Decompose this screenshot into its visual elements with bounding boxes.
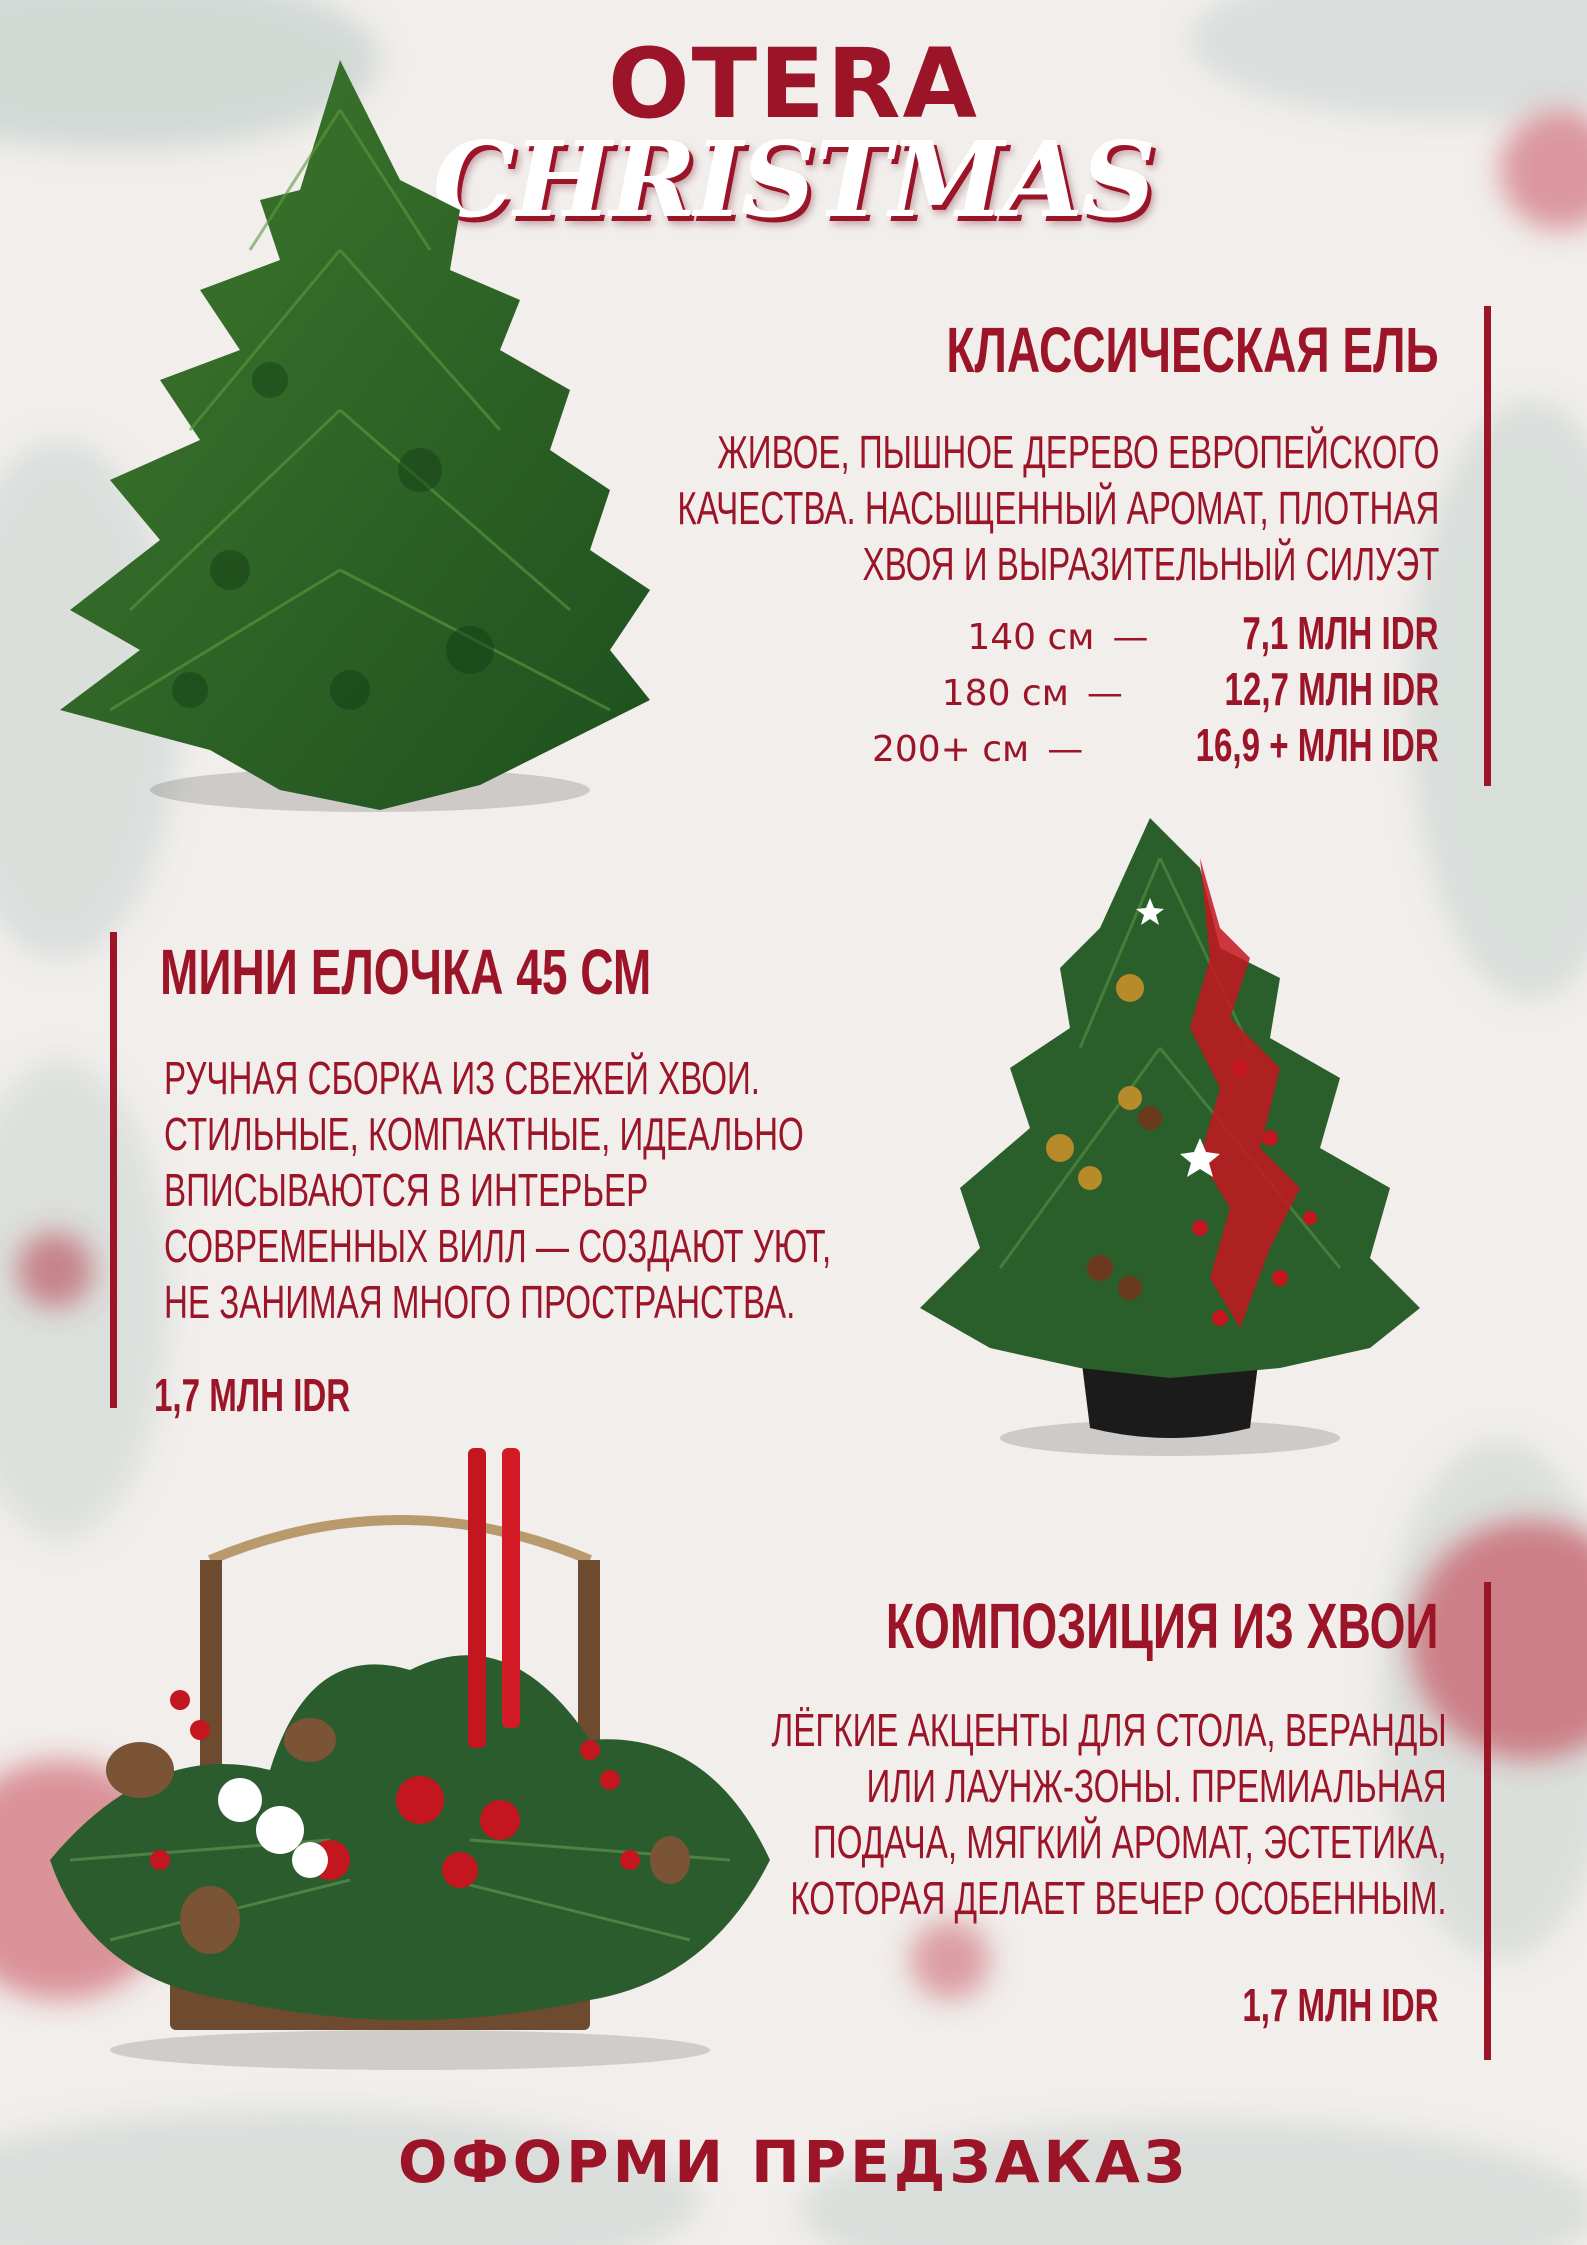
description-line: КАЧЕСТВА. НАСЫЩЕННЫЙ АРОМАТ, ПЛОТНАЯ bbox=[676, 482, 1439, 534]
product-description bbox=[164, 1050, 831, 1330]
product-description bbox=[677, 424, 1439, 592]
description-line: ЖИВОЕ, ПЫШНОЕ ДЕРЕВО ЕВРОПЕЙСКОГО bbox=[716, 426, 1439, 478]
brand-name: OTERA bbox=[608, 28, 979, 140]
product-title: КЛАССИЧЕСКАЯ ЕЛЬ bbox=[946, 314, 1439, 386]
description-line: ВПИСЫВАЮТСЯ В ИНТЕРЬЕР bbox=[164, 1164, 649, 1216]
description-line: СОВРЕМЕННЫХ ВИЛЛ — СОЗДАЮТ УЮТ, bbox=[164, 1220, 832, 1272]
size-label: 200+ см bbox=[871, 729, 1030, 770]
dash: — bbox=[1086, 673, 1123, 714]
dash: — bbox=[1047, 729, 1084, 770]
price-value: 12,7 МЛН IDR bbox=[1224, 663, 1439, 715]
product-description bbox=[772, 1702, 1447, 1926]
preorder-button[interactable]: ОФОРМИ ПРЕДЗАКАЗ bbox=[397, 2128, 1189, 2196]
price-value: 1,7 МЛН IDR bbox=[154, 1369, 351, 1421]
description-line: КОТОРАЯ ДЕЛАЕТ ВЕЧЕР ОСОБЕННЫМ. bbox=[790, 1872, 1447, 1924]
description-line: НЕ ЗАНИМАЯ МНОГО ПРОСТРАНСТВА. bbox=[164, 1276, 796, 1328]
description-line: ЛЁГКИЕ АКЦЕНТЫ ДЛЯ СТОЛА, ВЕРАНДЫ bbox=[771, 1704, 1447, 1756]
price-value: 1,7 МЛН IDR bbox=[1242, 1979, 1439, 2031]
christmas-tree-icon bbox=[50, 50, 660, 820]
price-value: 7,1 МЛН IDR bbox=[1242, 607, 1439, 659]
description-line: ХВОЯ И ВЫРАЗИТЕЛЬНЫЙ СИЛУЭТ bbox=[862, 538, 1439, 590]
price-row bbox=[942, 662, 1439, 716]
product-title: КОМПОЗИЦИЯ ИЗ ХВОИ bbox=[886, 1590, 1439, 1662]
description-line: РУЧНАЯ СБОРКА ИЗ СВЕЖЕЙ ХВОИ. bbox=[164, 1052, 760, 1104]
size-label: 140 см bbox=[967, 617, 1095, 658]
pine-arrangement-candles-icon bbox=[30, 1440, 790, 2080]
brand-script: CHRISTMAS bbox=[432, 118, 1155, 241]
description-line: ПОДАЧА, МЯГКИЙ АРОМАТ, ЭСТЕТИКА, bbox=[813, 1816, 1447, 1868]
price-row bbox=[967, 606, 1439, 660]
description-line: СТИЛЬНЫЕ, КОМПАКТНЫЕ, ИДЕАЛЬНО bbox=[164, 1108, 804, 1160]
mini-tree-pot-icon bbox=[900, 808, 1440, 1468]
description-line: ИЛИ ЛАУНЖ-ЗОНЫ. ПРЕМИАЛЬНАЯ bbox=[866, 1760, 1447, 1812]
dash: — bbox=[1112, 617, 1149, 658]
accent-bar bbox=[1484, 306, 1491, 786]
product-title: МИНИ ЕЛОЧКА 45 СМ bbox=[160, 936, 652, 1008]
accent-bar bbox=[1484, 1582, 1491, 2060]
accent-bar bbox=[110, 932, 117, 1408]
price-row bbox=[872, 718, 1439, 772]
price-value: 16,9 + МЛН IDR bbox=[1195, 719, 1439, 771]
size-label: 180 см bbox=[941, 673, 1069, 714]
